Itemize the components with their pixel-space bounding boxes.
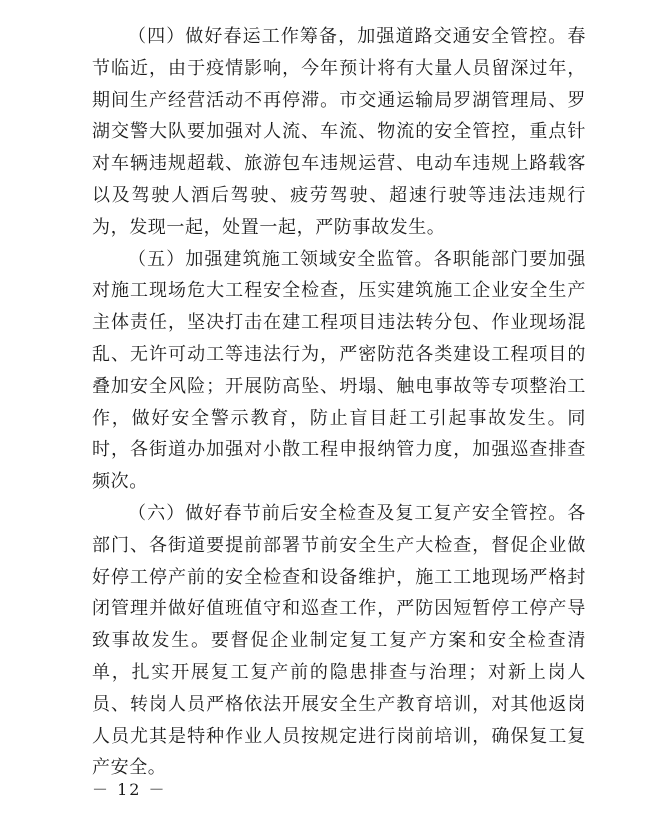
paragraph-section-5: （五）加强建筑施工领域安全监管。各职能部门要加强对施工现场危大工程安全检查，压实建筑施工企业安全生产主体责任，坚决打击在建工程项目违法转分包、作业现场混乱、无许可动工等违法行为，严密防范各类建设工程项目的叠加安全风险；开展防高坠、坍塌、触电事故等专项整治工作，做好安全警示教育，防止盲目赶工引起事故发生。同时，各街道办加强对小散工程申报纳管力度，加强巡查排查频次。 xyxy=(92,248,586,493)
paragraph-section-6: （六）做好春节前后安全检查及复工复产安全管控。各部门、各街道要提前部署节前安全生产大检查，督促企业做好停工停产前的安全检查和设备维护，施工工地现场严格封闭管理并做好值班值守和巡查工作，严防因短暂停工停产导致事故发生。要督促企业制定复工复产方案和安全检查清单，扎实开展复工复产前的隐患排查与治理；对新上岗人员、转岗人员严格依法开展安全生产教育培训，对其他返岗人员尤其是特种作业人员按规定进行岗前培训，确保复工复产安全。 xyxy=(92,502,586,779)
paragraph-section-4: （四）做好春运工作筹备，加强道路交通安全管控。春节临近，由于疫情影响，今年预计将有大量人员留深过年，期间生产经营活动不再停滞。市交通运输局罗湖管理局、罗湖交警大队要加强对人流、车流、物流的安全管控，重点针对车辆违规超载、旅游包车违规运营、电动车违规上路载客以及驾驶人酒后驾驶、疲劳驾驶、超速行驶等违法违规行为，发现一起，处置一起，严防事故发生。 xyxy=(92,26,586,238)
document-body xyxy=(92,21,586,784)
page-number: － 12 － xyxy=(92,780,167,799)
